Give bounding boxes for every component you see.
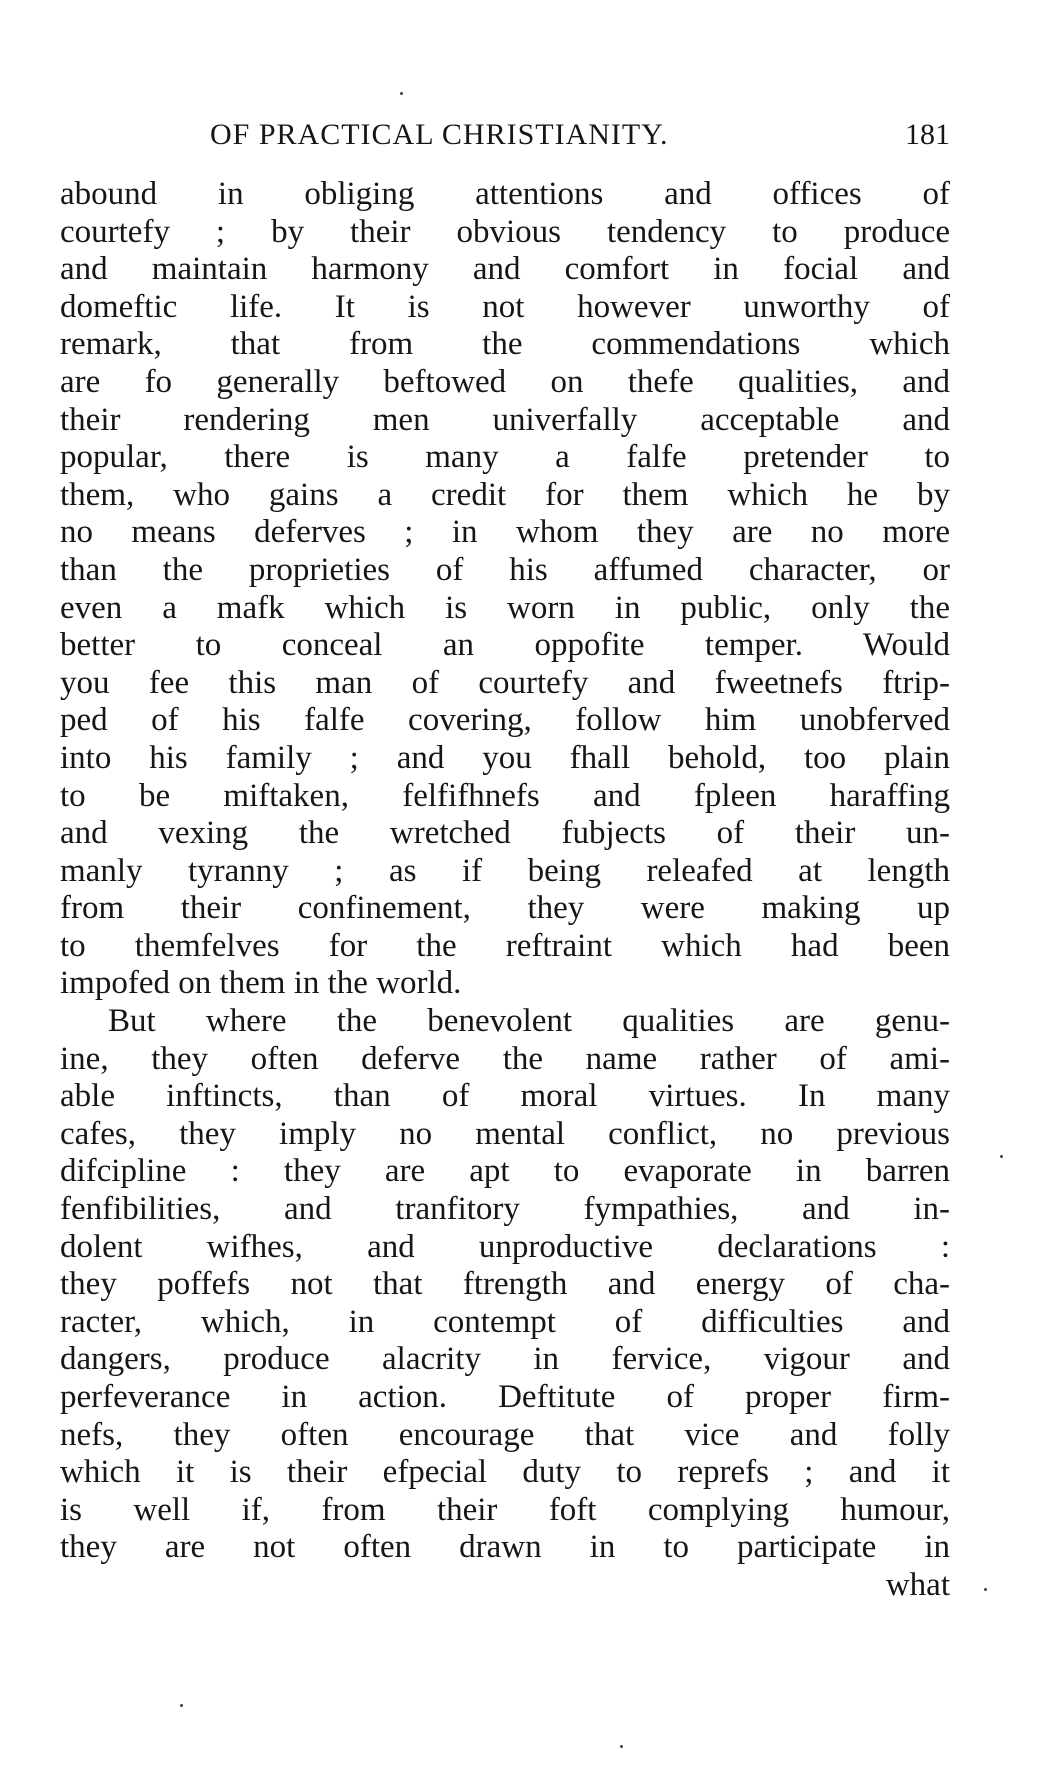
text-line: remark, that from the commendations which: [60, 326, 950, 363]
text-line: racter, which, in contempt of difficulties and: [60, 1303, 950, 1340]
text-line: them, who gains a credit for them which he by: [60, 476, 950, 513]
text-line: they are not often drawn in to participate in: [60, 1529, 950, 1566]
text-line: their rendering men univerfally acceptable and: [60, 401, 950, 438]
text-line: fenfibilities, and tranfitory fympathies, and in-: [60, 1191, 950, 1228]
text-line: is well if, from their foft complying humour,: [60, 1491, 950, 1528]
text-line: you fee this man of courtefy and fweetnefs ftrip-: [60, 664, 950, 701]
page-number: 181: [905, 118, 950, 151]
text-line: and vexing the wretched fubjects of their un-: [60, 815, 950, 852]
scan-speck: [1000, 1155, 1003, 1158]
text-line: nefs, they often encourage that vice and folly: [60, 1416, 950, 1453]
text-line: are fo generally beftowed on thefe qualities, and: [60, 363, 950, 400]
text-line: dangers, produce alacrity in fervice, vigour and: [60, 1341, 950, 1378]
scan-speck: [984, 1588, 987, 1591]
text-line: and maintain harmony and comfort in focial and: [60, 251, 950, 288]
text-line: domeftic life. It is not however unworthy of: [60, 288, 950, 325]
text-line: impofed on them in the world.: [60, 965, 462, 1002]
text-line: dolent wifhes, and unproductive declarations :: [60, 1228, 950, 1265]
text-line: ine, they often deferve the name rather of ami-: [60, 1040, 950, 1077]
text-line: to themfelves for the reftraint which had been: [60, 927, 950, 964]
catchword: what: [885, 1566, 950, 1603]
text-line: to be miftaken, felfifhnefs and fpleen haraffing: [60, 777, 950, 814]
text-line: than the proprieties of his affumed character, or: [60, 551, 950, 588]
text-line: which it is their efpecial duty to reprefs ; and it: [60, 1454, 950, 1491]
text-line: ped of his falfe covering, follow him unobferved: [60, 702, 950, 739]
page-header: [210, 118, 950, 158]
text-line: difcipline : they are apt to evaporate in barren: [60, 1153, 950, 1190]
text-line: no means deferves ; in whom they are no more: [60, 514, 950, 551]
text-line: But where the benevolent qualities are genu-: [108, 1003, 950, 1040]
text-line: even a mafk which is worn in public, only the: [60, 589, 950, 626]
text-line: manly tyranny ; as if being releafed at length: [60, 852, 950, 889]
text-line: cafes, they imply no mental conflict, no previous: [60, 1115, 950, 1152]
scan-speck: [400, 92, 403, 95]
body-text: [60, 176, 950, 1605]
text-line: into his family ; and you fhall behold, too plain: [60, 739, 950, 776]
text-line: courtefy ; by their obvious tendency to produce: [60, 213, 950, 250]
text-line: able inftincts, than of moral virtues. In many: [60, 1078, 950, 1115]
text-line: from their confinement, they were making up: [60, 890, 950, 927]
text-line: popular, there is many a falfe pretender to: [60, 439, 950, 476]
text-line: better to conceal an oppofite temper. Would: [60, 627, 950, 664]
scan-speck: [620, 1745, 623, 1748]
running-head: OF PRACTICAL CHRISTIANITY.: [210, 118, 669, 151]
text-line: abound in obliging attentions and offices of: [60, 176, 950, 212]
text-line: perfeverance in action. Deftitute of proper firm-: [60, 1379, 950, 1415]
scan-speck: [180, 1704, 183, 1707]
text-line: they poffefs not that ftrength and energy of cha-: [60, 1266, 950, 1303]
